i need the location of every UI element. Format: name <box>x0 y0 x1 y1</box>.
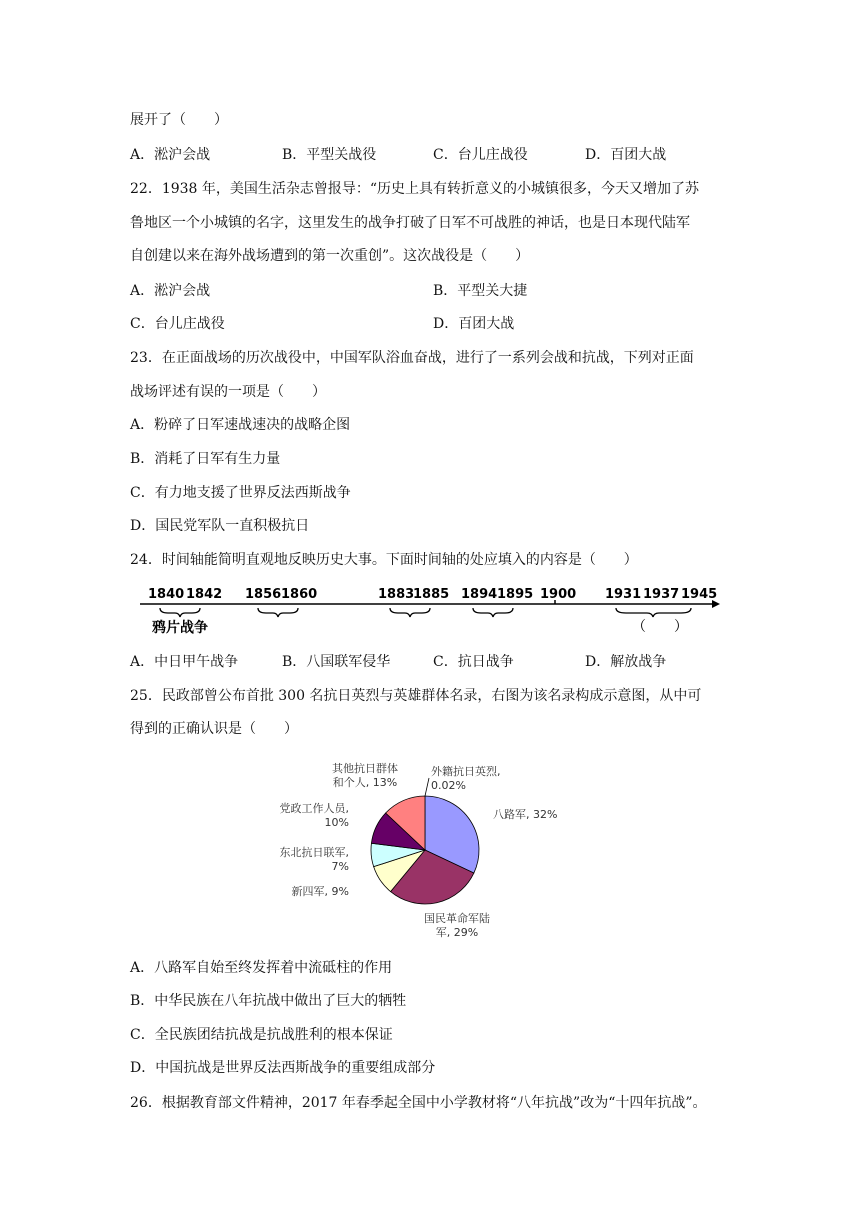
timeline-year: 1945 <box>681 587 718 602</box>
q22-stem-line: 22．1938 年，美国生活杂志曾报导：“历史上具有转折意义的小城镇很多，今天又增加了苏 <box>130 181 700 197</box>
timeline-brace <box>258 608 298 617</box>
q22-options-row2 <box>130 314 750 334</box>
q21-option-a: A．淞沪会战 <box>130 147 211 163</box>
q25-option-d: D．中国抗战是世界反法西斯战争的重要组成部分 <box>130 1060 436 1076</box>
timeline-year: 1894 <box>461 587 498 602</box>
timeline-year: 1885 <box>413 587 450 602</box>
q25-option-c: C．全民族团结抗战是抗战胜利的根本保证 <box>130 1027 393 1043</box>
timeline-year: 1900 <box>540 587 577 602</box>
q21-option-c: C．台儿庄战役 <box>433 147 528 163</box>
timeline-year: 1840 <box>148 587 185 602</box>
pie-slices <box>371 778 479 904</box>
q23-option-a: A．粉碎了日军速战速决的战略企图 <box>130 417 351 433</box>
roster-pie-chart <box>265 758 565 950</box>
q22-stem-line: 自创建以来在海外战场遭到的第一次重创”。这次战役是（ ） <box>130 248 530 264</box>
pie-leader-line <box>425 778 429 796</box>
timeline-blank: （ ） <box>632 619 688 635</box>
q21-stem-tail: 展开了（ ） <box>130 112 228 128</box>
q23-option-d: D．国民党军队一直积极抗日 <box>130 518 310 534</box>
q22-option-c: C．台儿庄战役 <box>130 316 225 332</box>
q23-stem-line: 战场评述有误的一项是（ ） <box>130 384 326 400</box>
pie-label-6: 其他抗日群体和个人, 13% <box>332 762 398 789</box>
q24-stem-line: 24．时间轴能简明直观地反映历史大事。下面时间轴的处应填入的内容是（ ） <box>130 552 638 568</box>
timeline-brace <box>160 608 200 617</box>
q21-options <box>130 145 750 165</box>
q23-option-c: C．有力地支援了世界反法西斯战争 <box>130 485 351 501</box>
timeline-year: 1856 <box>245 587 282 602</box>
q24-options <box>130 652 750 672</box>
q24-option-c: C．抗日战争 <box>433 654 514 670</box>
q23-option-b: B．消耗了日军有生力量 <box>130 451 281 467</box>
q26-stem-line: 26．根据教育部文件精神，2017 年春季起全国中小学教材将“八年抗战”改为“十四年抗战”。 <box>130 1095 707 1111</box>
q25-stem-line: 25．民政部曾公布首批 300 名抗日英烈与英雄群体名录，右图为该名录构成示意图，从中可 <box>130 688 702 704</box>
q25-stem-line: 得到的正确认识是（ ） <box>130 721 298 737</box>
q23-stem-line: 23．在正面战场的历次战役中，中国军队浴血奋战，进行了一系列会战和抗战，下列对正面 <box>130 350 694 366</box>
timeline-year: 1895 <box>497 587 534 602</box>
timeline-figure <box>140 582 730 642</box>
pie-label-3: 新四军, 9% <box>291 885 349 898</box>
timeline-label-opium-war: 鸦片战争 <box>152 620 208 636</box>
pie-label-4: 东北抗日联军, 7% <box>279 846 349 873</box>
q24-option-a: A．中日甲午战争 <box>130 654 239 670</box>
timeline-brace <box>390 608 430 617</box>
q25-option-b: B．中华民族在八年抗战中做出了巨大的牺牲 <box>130 993 407 1009</box>
q22-option-d: D．百团大战 <box>433 316 515 332</box>
timeline-year: 1931 <box>605 587 642 602</box>
pie-label-1: 八路军, 32% <box>493 808 558 821</box>
timeline-brace <box>616 608 691 617</box>
timeline-brace <box>473 608 513 617</box>
q24-option-d: D．解放战争 <box>585 654 667 670</box>
q22-options-row1 <box>130 281 750 301</box>
q22-option-a: A．淞沪会战 <box>130 283 211 299</box>
q22-option-b: B．平型关大捷 <box>433 283 528 299</box>
timeline-year: 1842 <box>186 587 223 602</box>
q21-option-d: D．百团大战 <box>585 147 667 163</box>
pie-label-2: 国民革命军陆军, 29% <box>424 912 490 939</box>
q25-option-a: A．八路军自始至终发挥着中流砥柱的作用 <box>130 960 393 976</box>
timeline-year: 1883 <box>378 587 415 602</box>
pie-label-0: 外籍抗日英烈, 0.02% <box>431 765 501 792</box>
pie-label-5: 党政工作人员, 10% <box>279 802 349 829</box>
q22-stem-line: 鲁地区一个小城镇的名字，这里发生的战争打破了日军不可战胜的神话，也是日本现代陆军 <box>130 215 690 231</box>
q21-option-b: B．平型关战役 <box>282 147 377 163</box>
timeline-year: 1860 <box>281 587 318 602</box>
q24-option-b: B．八国联军侵华 <box>282 654 391 670</box>
timeline-year: 1937 <box>643 587 680 602</box>
